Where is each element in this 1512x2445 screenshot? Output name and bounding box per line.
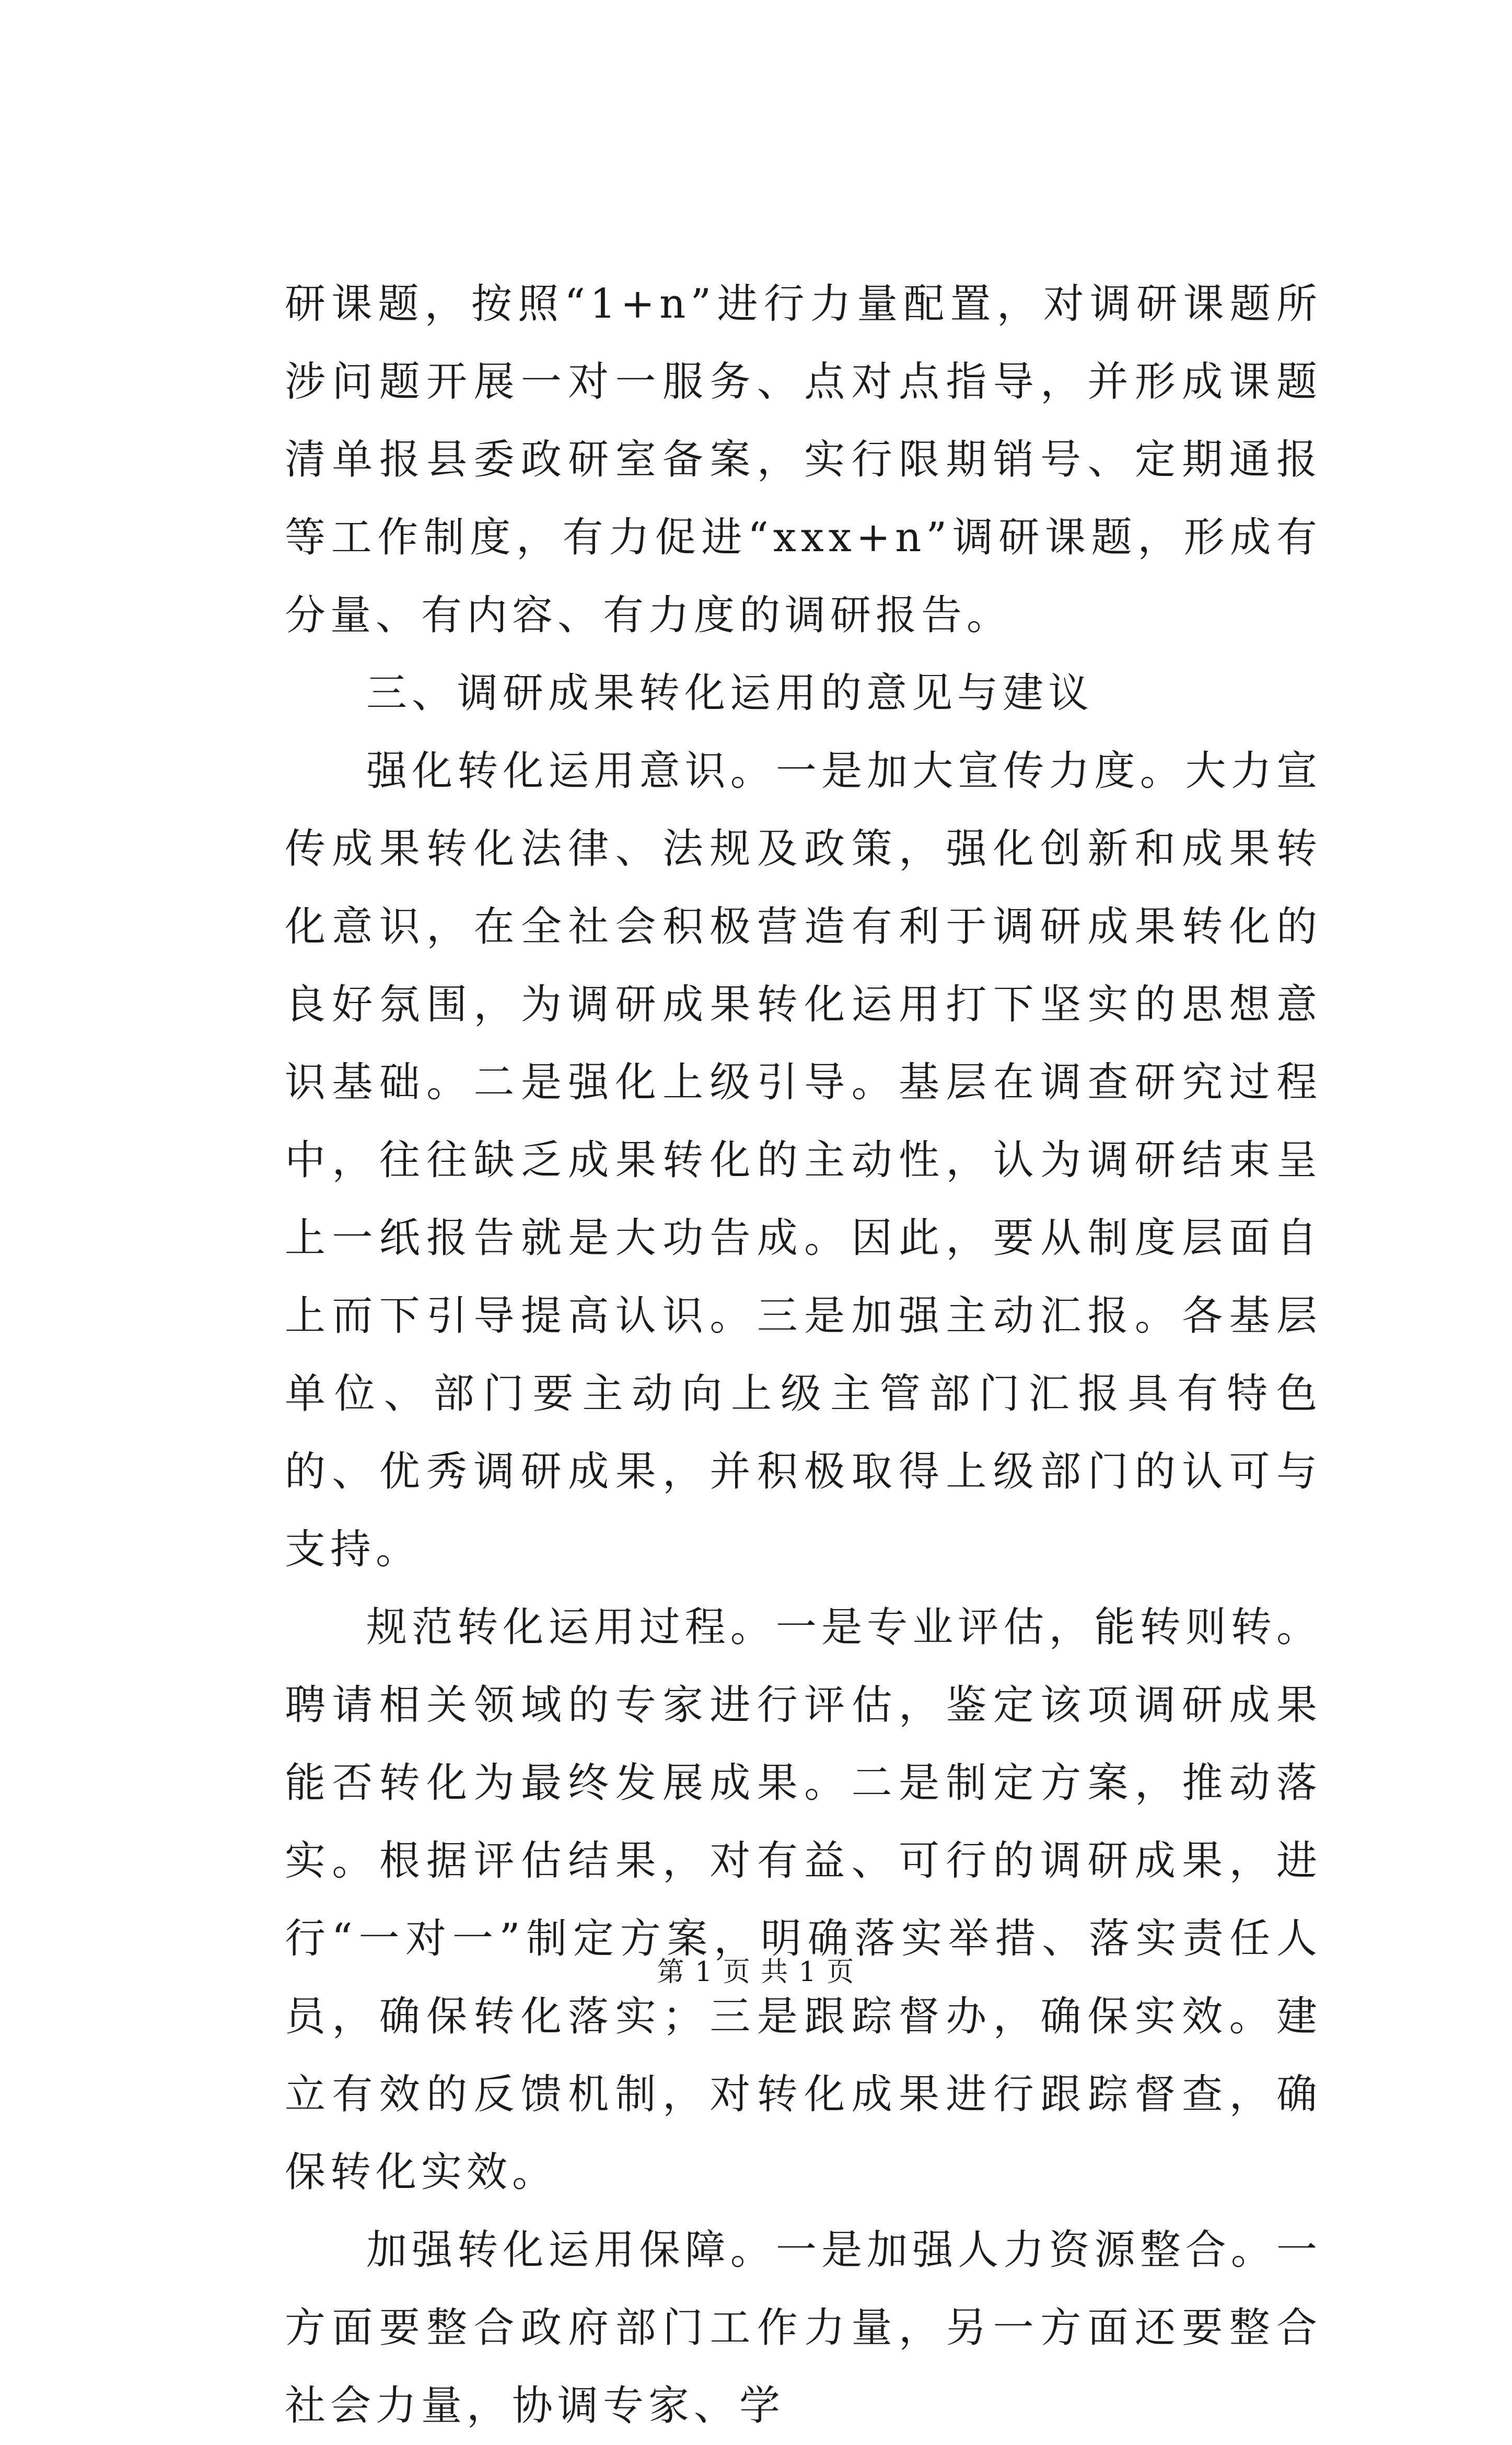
paragraph-continuation: 研课题，按照“1+n”进行力量配置，对调研课题所涉问题开展一对一服务、点对点指导，并形成课题清单报县委政研室备案，实行限期销号、定期通报等工作制度，有力促进“xxx+n”调研课题，形成有分量、有内容、有力度的调研报告。 — [285, 281, 1322, 639]
document-body — [285, 265, 1322, 2445]
section-heading: 三、调研成果转化运用的意见与建议 — [366, 670, 1094, 717]
page-footer — [0, 1954, 1512, 1990]
paragraph-process: 规范转化运用过程。一是专业评估，能转则转。聘请相关领域的专家进行评估，鉴定该项调研成果能否转化为最终发展成果。二是制定方案，推动落实。根据评估结果，对有益、可行的调研成果，进行“一对一”制定方案，明确落实举措、落实责任人员，确保转化落实；三是跟踪督办，确保实效。建立有效的反馈机制，对转化成果进行跟踪督查，确保转化实效。 — [285, 1604, 1322, 2196]
page-number-label: 第 1 页 共 1 页 — [657, 1957, 855, 1988]
paragraph-awareness: 强化转化运用意识。一是加大宣传力度。大力宣传成果转化法律、法规及政策，强化创新和成果转化意识，在全社会积极营造有利于调研成果转化的良好氛围，为调研成果转化运用打下坚实的思想意识基础。二是强化上级引导。基层在调查研究过程中，往往缺乏成果转化的主动性，认为调研结束呈上一纸报告就是大功告成。因此，要从制度层面自上而下引导提高认识。三是加强主动汇报。各基层单位、部门要主动向上级主管部门汇报具有特色的、优秀调研成果，并积极取得上级部门的认可与支持。 — [285, 748, 1322, 1573]
paragraph-guarantee: 加强转化运用保障。一是加强人力资源整合。一方面要整合政府部门工作力量，另一方面还要整合社会力量，协调专家、学 — [285, 2227, 1322, 2429]
